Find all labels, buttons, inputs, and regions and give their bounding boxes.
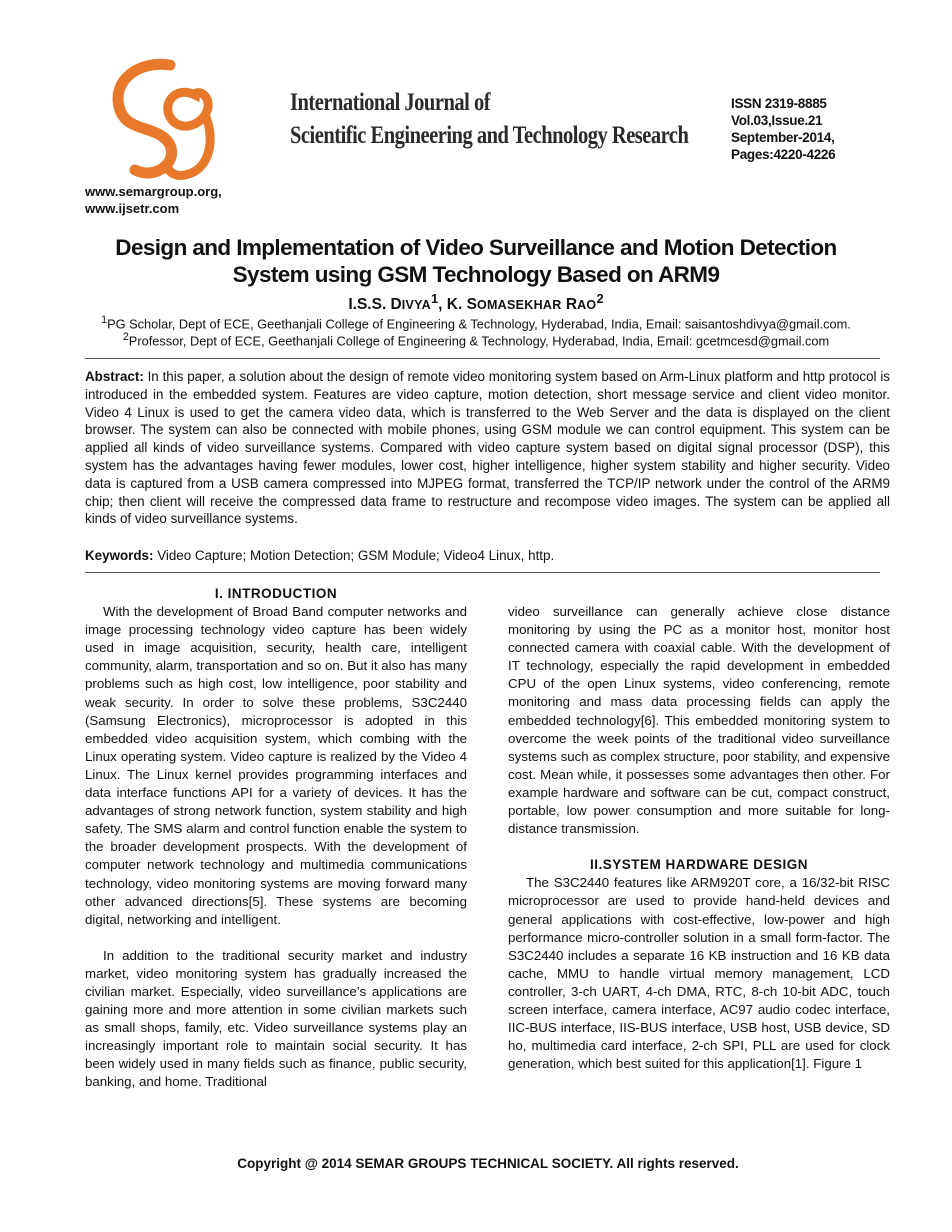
keywords-label: Keywords:	[85, 548, 154, 563]
copyright-footer: Copyright @ 2014 SEMAR GROUPS TECHNICAL SOCIETY. All rights reserved.	[237, 1156, 739, 1171]
website-link[interactable]: www.ijsetr.com	[85, 201, 180, 216]
publication-date: September-2014,	[731, 130, 835, 145]
issn: ISSN 2319-8885	[731, 96, 827, 111]
affiliation-1: $^1$PG Scholar, Dept of ECE, Geethanjali College of Engineering & Technology, Hyderabad, India, Email: saisantoshdivya@gmail.com.	[101, 314, 851, 332]
volume-issue: Vol.03,Issue.21	[731, 113, 823, 128]
abstract: Abstract: In this paper, a solution about the design of remote video monitoring system based on Arm-Linux platform and http protocol is introduced in the embedded system. Features are video capture, motion detection, short message service and client video monitor. Video 4 Linux is used to get the camera video data, which is transferred to the Web Server and the data is displayed on the client browser. The system can also be connected with mobile phones, using GSM module we can control equipment. This system can be applied all kinds of video surveillance systems. Compared with video capture system based on digital signal processor (DSP), this system has the advantages having fewer modules, lower cost, higher intelligence, higher system stability and higher security. Video data is captured from a USB camera compressed into MJPEG format, transferred the TCP/IP network under the control of the ARM9 chip; then client will receive the compressed data frame to restructure and recompose video images. The system can be applied all kinds of video surveillance systems.	[85, 369, 890, 527]
paper-title: Design and Implementation of Video Surveillance and Motion Detection System using GSM Technology Based on ARM9	[115, 235, 837, 287]
divider	[85, 358, 880, 359]
journal-websites	[85, 183, 222, 217]
paragraph: In addition to the traditional security market and industry market, video monitoring system has gradually increased the civilian market. Especially, video surveillance’s applications are gaining more and more attention in some civilian markets such as small shops, family, etc. Video surveillance systems play an increasingly important role to maintain social security. It has been widely used in many fields such as finance, public security, banking, and home. Traditional	[85, 947, 467, 1090]
paragraph: video surveillance can generally achieve close distance monitoring by using the PC as a monitor host, monitor host connected camera with coaxial cable. With the development of IT technology, especially the rapid development in embedded CPU of the open Linux systems, video conferencing, remote monitoring and mass data processing fields can apply the embedded technology[6]. This embedded monitoring system to overcome the week points of the traditional video surveillance systems such as complex structure, poor stability, and expensive cost. Mean while, it possesses some advantages then other. For example hardware and software can be cut, compact construct, portable, low power consumption and more suitable for long-distance transmission.	[508, 604, 890, 837]
issue-info	[731, 95, 835, 163]
section-heading: I. INTRODUCTION	[214, 586, 338, 601]
affiliation-2: $^2$Professor, Dept of ECE, Geethanjali College of Engineering & Technology, Hyderabad, India, Email: gcetmcesd@gmail.com	[122, 331, 830, 349]
keywords: Keywords: Video Capture; Motion Detection; GSM Module; Video4 Linux, http.	[85, 548, 555, 563]
left-column	[85, 585, 467, 1092]
page-range: Pages:4220-4226	[731, 147, 836, 162]
paragraph: The S3C2440 features like ARM920T core, a 16/32-bit RISC microprocessor are used to provide hand-held devices and general applications with cost-effective, low-power and high performance micro-controller solution in a small form-factor. The S3C2440 includes a separate 16 KB instruction and 16 KB data cache, MMU to handle virtual memory management, LCD controller, 3-ch UART, 4-ch DMA, RTC, 8-ch 10-bit ADC, touch screen interface, camera interface, AC97 audio codec interface, IIC-BUS interface, IIS-BUS interface, USB host, USB device, SD ho, multimedia card interface, 2-ch SPI, PLL are used for clock generation, which best suited for this application[1]. Figure 1	[508, 875, 890, 1072]
paragraph: With the development of Broad Band computer networks and image processing technology video capture has been widely used in image acquisition, security, health care, intelligent community, alarm, transportation and so on. But it also has many problems such as high cost, low intelligence, poor stability and weak security. In order to solve these problems, S3C2440 (Samsung Electronics), microprocessor is adopted in this embedded video acquisition system, which combing with the Linux operating system. Video capture is realized by the Video 4 Linux. The Linux kernel provides programming interfaces and data interface functions API for a variety of devices. It has the advantages of strong network function, system stability and high safety. The SMS alarm and control function enable the system to the broader development prospects. With the development of computer network technology and multimedia communications technology, video monitoring systems are moving forward many other advanced directions[5]. These systems are becoming digital, networking and intelligent.	[85, 604, 467, 927]
abstract-label: Abstract:	[85, 369, 144, 384]
journal-title: International Journal of Scientific Engineering and Technology Research	[290, 89, 689, 149]
section-heading: II.SYSTEM HARDWARE DESIGN	[589, 857, 809, 873]
journal-logo	[100, 55, 240, 185]
divider	[85, 572, 880, 573]
author-list: I.S.S. DIVYA$^1$, K. SOMASEKHAR RAO$^2$	[348, 291, 604, 314]
right-column	[508, 603, 890, 1073]
website-link[interactable]: www.semargroup.org,	[85, 184, 222, 199]
